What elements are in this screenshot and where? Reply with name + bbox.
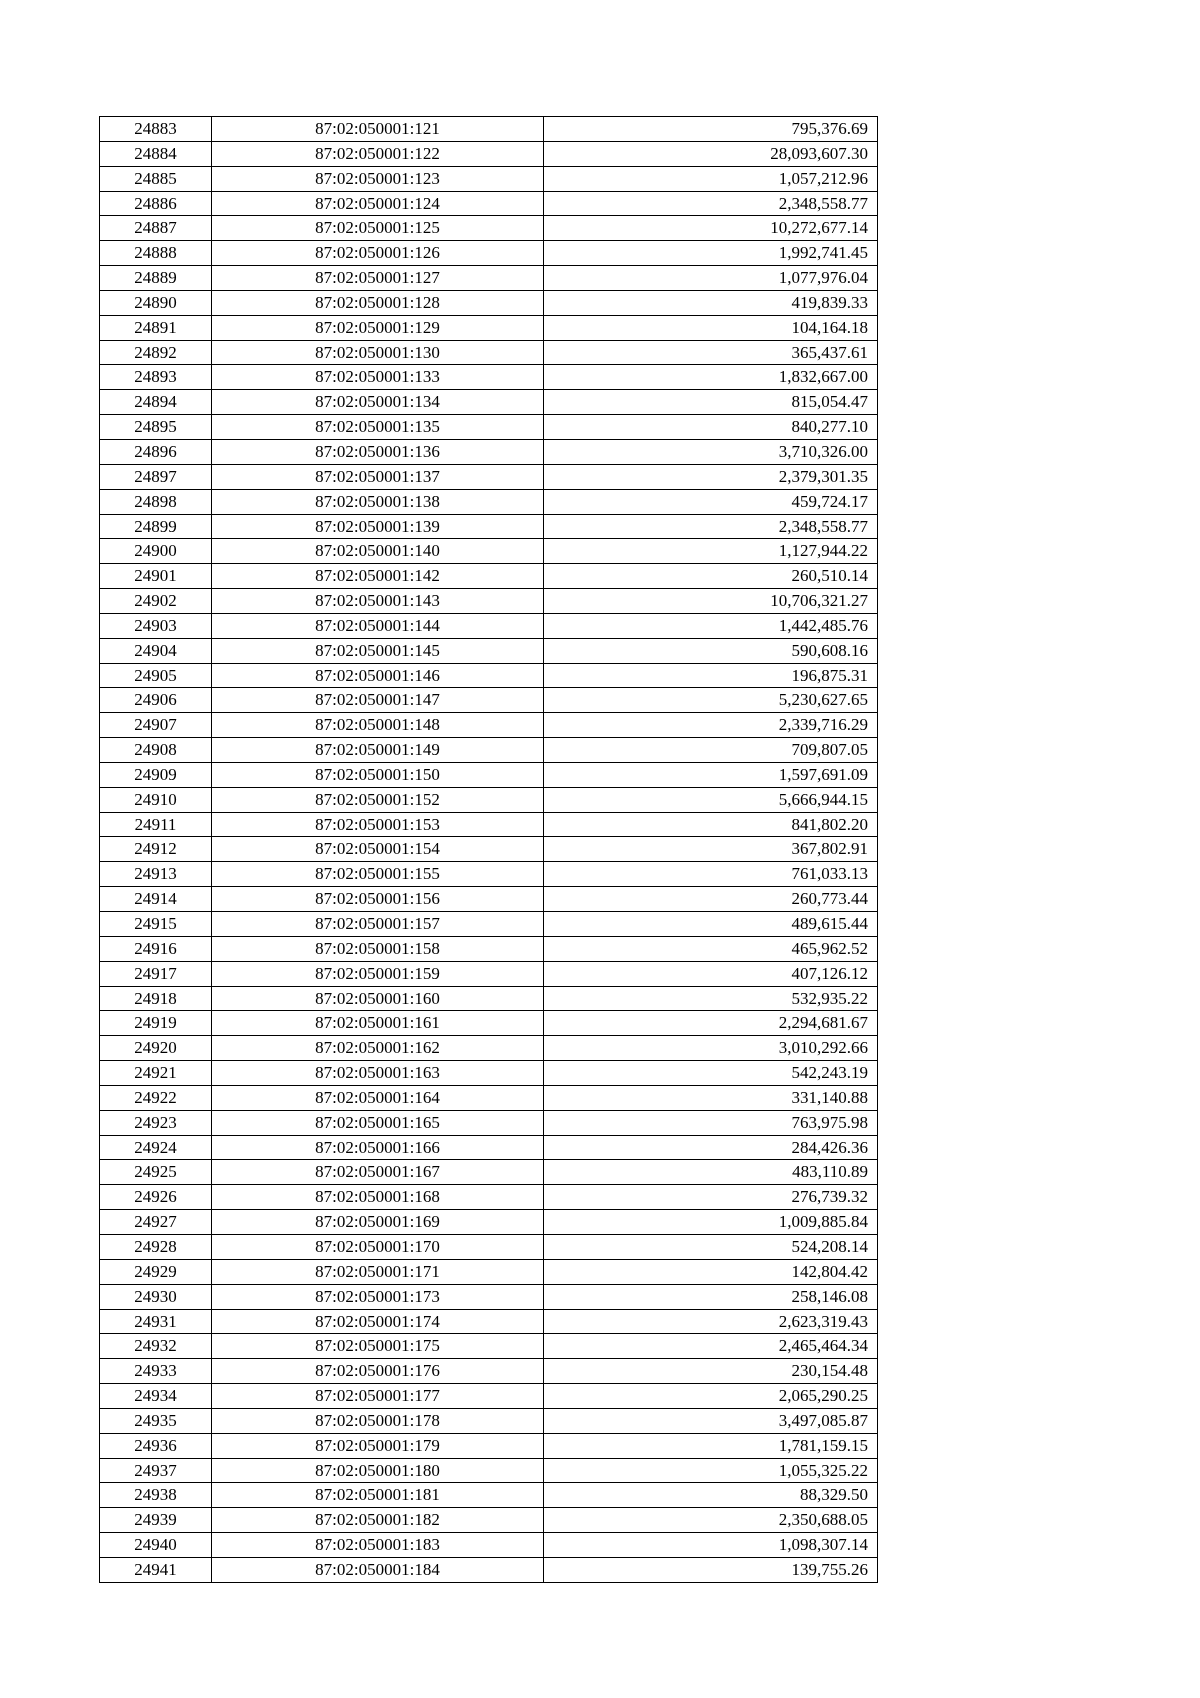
row-number-cell: 24886 <box>100 191 212 216</box>
value-cell: 1,055,325.22 <box>544 1458 878 1483</box>
value-cell: 2,348,558.77 <box>544 514 878 539</box>
cadastral-number-cell: 87:02:050001:143 <box>212 589 544 614</box>
value-cell: 419,839.33 <box>544 290 878 315</box>
cadastral-number-cell: 87:02:050001:146 <box>212 663 544 688</box>
value-cell: 1,057,212.96 <box>544 166 878 191</box>
cadastral-number-cell: 87:02:050001:175 <box>212 1334 544 1359</box>
table-row <box>100 663 878 688</box>
table-row <box>100 638 878 663</box>
table-row <box>100 862 878 887</box>
table-row <box>100 1483 878 1508</box>
value-cell: 331,140.88 <box>544 1085 878 1110</box>
value-cell: 260,773.44 <box>544 887 878 912</box>
cadastral-number-cell: 87:02:050001:150 <box>212 762 544 787</box>
row-number-cell: 24937 <box>100 1458 212 1483</box>
table-row <box>100 1036 878 1061</box>
table-row <box>100 961 878 986</box>
cadastral-number-cell: 87:02:050001:130 <box>212 340 544 365</box>
cadastral-number-cell: 87:02:050001:153 <box>212 812 544 837</box>
value-cell: 5,230,627.65 <box>544 688 878 713</box>
table-row <box>100 837 878 862</box>
row-number-cell: 24938 <box>100 1483 212 1508</box>
row-number-cell: 24936 <box>100 1433 212 1458</box>
row-number-cell: 24890 <box>100 290 212 315</box>
cadastral-number-cell: 87:02:050001:128 <box>212 290 544 315</box>
value-cell: 2,065,290.25 <box>544 1384 878 1409</box>
row-number-cell: 24933 <box>100 1359 212 1384</box>
row-number-cell: 24935 <box>100 1408 212 1433</box>
cadastral-number-cell: 87:02:050001:155 <box>212 862 544 887</box>
cadastral-number-cell: 87:02:050001:167 <box>212 1160 544 1185</box>
cadastral-number-cell: 87:02:050001:142 <box>212 564 544 589</box>
cadastral-number-cell: 87:02:050001:171 <box>212 1259 544 1284</box>
table-row <box>100 1458 878 1483</box>
table-row <box>100 1011 878 1036</box>
value-cell: 1,992,741.45 <box>544 241 878 266</box>
row-number-cell: 24900 <box>100 539 212 564</box>
value-cell: 88,329.50 <box>544 1483 878 1508</box>
value-cell: 2,623,319.43 <box>544 1309 878 1334</box>
cadastral-number-cell: 87:02:050001:123 <box>212 166 544 191</box>
cadastral-number-cell: 87:02:050001:180 <box>212 1458 544 1483</box>
cadastral-number-cell: 87:02:050001:158 <box>212 936 544 961</box>
row-number-cell: 24907 <box>100 713 212 738</box>
value-cell: 1,832,667.00 <box>544 365 878 390</box>
cadastral-number-cell: 87:02:050001:168 <box>212 1185 544 1210</box>
cadastral-number-cell: 87:02:050001:182 <box>212 1508 544 1533</box>
table-row <box>100 1085 878 1110</box>
cadastral-number-cell: 87:02:050001:122 <box>212 141 544 166</box>
table-row <box>100 290 878 315</box>
row-number-cell: 24914 <box>100 887 212 912</box>
table-row <box>100 464 878 489</box>
value-cell: 3,010,292.66 <box>544 1036 878 1061</box>
value-cell: 28,093,607.30 <box>544 141 878 166</box>
row-number-cell: 24923 <box>100 1110 212 1135</box>
value-cell: 840,277.10 <box>544 415 878 440</box>
value-cell: 465,962.52 <box>544 936 878 961</box>
cadastral-number-cell: 87:02:050001:144 <box>212 613 544 638</box>
row-number-cell: 24909 <box>100 762 212 787</box>
cadastral-number-cell: 87:02:050001:148 <box>212 713 544 738</box>
row-number-cell: 24912 <box>100 837 212 862</box>
cadastral-number-cell: 87:02:050001:140 <box>212 539 544 564</box>
value-cell: 709,807.05 <box>544 738 878 763</box>
cadastral-number-cell: 87:02:050001:152 <box>212 787 544 812</box>
row-number-cell: 24915 <box>100 912 212 937</box>
row-number-cell: 24893 <box>100 365 212 390</box>
table-row <box>100 266 878 291</box>
table-row <box>100 1234 878 1259</box>
row-number-cell: 24896 <box>100 439 212 464</box>
row-number-cell: 24884 <box>100 141 212 166</box>
table-row <box>100 166 878 191</box>
value-cell: 3,497,085.87 <box>544 1408 878 1433</box>
cadastral-number-cell: 87:02:050001:156 <box>212 887 544 912</box>
cadastral-number-cell: 87:02:050001:184 <box>212 1557 544 1582</box>
row-number-cell: 24887 <box>100 216 212 241</box>
table-row <box>100 439 878 464</box>
value-cell: 1,127,944.22 <box>544 539 878 564</box>
value-cell: 2,348,558.77 <box>544 191 878 216</box>
cadastral-number-cell: 87:02:050001:178 <box>212 1408 544 1433</box>
row-number-cell: 24888 <box>100 241 212 266</box>
table-row <box>100 415 878 440</box>
table-row <box>100 1384 878 1409</box>
cadastral-number-cell: 87:02:050001:136 <box>212 439 544 464</box>
value-cell: 10,706,321.27 <box>544 589 878 614</box>
value-cell: 459,724.17 <box>544 489 878 514</box>
value-cell: 2,379,301.35 <box>544 464 878 489</box>
cadastral-number-cell: 87:02:050001:126 <box>212 241 544 266</box>
value-cell: 841,802.20 <box>544 812 878 837</box>
table-row <box>100 589 878 614</box>
cadastral-number-cell: 87:02:050001:157 <box>212 912 544 937</box>
table-row <box>100 489 878 514</box>
table-row <box>100 762 878 787</box>
cadastral-number-cell: 87:02:050001:163 <box>212 1061 544 1086</box>
value-cell: 104,164.18 <box>544 315 878 340</box>
cadastral-number-cell: 87:02:050001:124 <box>212 191 544 216</box>
cadastral-number-cell: 87:02:050001:160 <box>212 986 544 1011</box>
cadastral-number-cell: 87:02:050001:127 <box>212 266 544 291</box>
cadastral-number-cell: 87:02:050001:145 <box>212 638 544 663</box>
value-cell: 1,781,159.15 <box>544 1433 878 1458</box>
cadastral-number-cell: 87:02:050001:159 <box>212 961 544 986</box>
row-number-cell: 24932 <box>100 1334 212 1359</box>
row-number-cell: 24903 <box>100 613 212 638</box>
row-number-cell: 24892 <box>100 340 212 365</box>
row-number-cell: 24925 <box>100 1160 212 1185</box>
cadastral-number-cell: 87:02:050001:183 <box>212 1533 544 1558</box>
row-number-cell: 24905 <box>100 663 212 688</box>
table-row <box>100 1259 878 1284</box>
table-row <box>100 514 878 539</box>
cadastral-number-cell: 87:02:050001:139 <box>212 514 544 539</box>
row-number-cell: 24940 <box>100 1533 212 1558</box>
table-row <box>100 936 878 961</box>
row-number-cell: 24918 <box>100 986 212 1011</box>
value-cell: 795,376.69 <box>544 117 878 142</box>
cadastral-number-cell: 87:02:050001:149 <box>212 738 544 763</box>
cadastral-number-cell: 87:02:050001:147 <box>212 688 544 713</box>
value-cell: 276,739.32 <box>544 1185 878 1210</box>
value-cell: 483,110.89 <box>544 1160 878 1185</box>
cadastral-number-cell: 87:02:050001:162 <box>212 1036 544 1061</box>
row-number-cell: 24931 <box>100 1309 212 1334</box>
value-cell: 230,154.48 <box>544 1359 878 1384</box>
table-row <box>100 390 878 415</box>
row-number-cell: 24910 <box>100 787 212 812</box>
table-row <box>100 1210 878 1235</box>
row-number-cell: 24906 <box>100 688 212 713</box>
row-number-cell: 24913 <box>100 862 212 887</box>
table-row <box>100 539 878 564</box>
table-row <box>100 613 878 638</box>
value-cell: 367,802.91 <box>544 837 878 862</box>
row-number-cell: 24921 <box>100 1061 212 1086</box>
value-cell: 139,755.26 <box>544 1557 878 1582</box>
cadastral-number-cell: 87:02:050001:174 <box>212 1309 544 1334</box>
cadastral-number-cell: 87:02:050001:161 <box>212 1011 544 1036</box>
row-number-cell: 24889 <box>100 266 212 291</box>
value-cell: 10,272,677.14 <box>544 216 878 241</box>
value-cell: 2,339,716.29 <box>544 713 878 738</box>
row-number-cell: 24924 <box>100 1135 212 1160</box>
value-cell: 284,426.36 <box>544 1135 878 1160</box>
row-number-cell: 24894 <box>100 390 212 415</box>
table-row <box>100 1433 878 1458</box>
table-row <box>100 315 878 340</box>
value-cell: 1,077,976.04 <box>544 266 878 291</box>
table-row <box>100 564 878 589</box>
cadastral-number-cell: 87:02:050001:133 <box>212 365 544 390</box>
value-cell: 590,608.16 <box>544 638 878 663</box>
row-number-cell: 24902 <box>100 589 212 614</box>
value-cell: 196,875.31 <box>544 663 878 688</box>
cadastral-number-cell: 87:02:050001:169 <box>212 1210 544 1235</box>
value-cell: 524,208.14 <box>544 1234 878 1259</box>
table-row <box>100 812 878 837</box>
row-number-cell: 24891 <box>100 315 212 340</box>
table-row <box>100 1557 878 1582</box>
table-row <box>100 1160 878 1185</box>
table-row <box>100 738 878 763</box>
value-cell: 532,935.22 <box>544 986 878 1011</box>
table-row <box>100 1284 878 1309</box>
row-number-cell: 24922 <box>100 1085 212 1110</box>
row-number-cell: 24901 <box>100 564 212 589</box>
row-number-cell: 24920 <box>100 1036 212 1061</box>
row-number-cell: 24930 <box>100 1284 212 1309</box>
table-row <box>100 365 878 390</box>
table-row <box>100 141 878 166</box>
row-number-cell: 24916 <box>100 936 212 961</box>
row-number-cell: 24941 <box>100 1557 212 1582</box>
table-row <box>100 241 878 266</box>
row-number-cell: 24928 <box>100 1234 212 1259</box>
value-cell: 1,597,691.09 <box>544 762 878 787</box>
row-number-cell: 24904 <box>100 638 212 663</box>
cadastral-number-cell: 87:02:050001:138 <box>212 489 544 514</box>
table-row <box>100 688 878 713</box>
data-table <box>99 116 878 1583</box>
cadastral-number-cell: 87:02:050001:179 <box>212 1433 544 1458</box>
table-row <box>100 191 878 216</box>
row-number-cell: 24897 <box>100 464 212 489</box>
cadastral-number-cell: 87:02:050001:164 <box>212 1085 544 1110</box>
row-number-cell: 24899 <box>100 514 212 539</box>
value-cell: 5,666,944.15 <box>544 787 878 812</box>
value-cell: 815,054.47 <box>544 390 878 415</box>
table-row <box>100 1135 878 1160</box>
cadastral-number-cell: 87:02:050001:129 <box>212 315 544 340</box>
value-cell: 2,294,681.67 <box>544 1011 878 1036</box>
value-cell: 761,033.13 <box>544 862 878 887</box>
table-body <box>100 117 878 1583</box>
value-cell: 1,009,885.84 <box>544 1210 878 1235</box>
cadastral-number-cell: 87:02:050001:176 <box>212 1359 544 1384</box>
value-cell: 258,146.08 <box>544 1284 878 1309</box>
value-cell: 407,126.12 <box>544 961 878 986</box>
value-cell: 365,437.61 <box>544 340 878 365</box>
row-number-cell: 24898 <box>100 489 212 514</box>
value-cell: 1,098,307.14 <box>544 1533 878 1558</box>
table-row <box>100 713 878 738</box>
cadastral-number-cell: 87:02:050001:166 <box>212 1135 544 1160</box>
table-row <box>100 787 878 812</box>
table-row <box>100 887 878 912</box>
row-number-cell: 24939 <box>100 1508 212 1533</box>
table-row <box>100 1408 878 1433</box>
cadastral-number-cell: 87:02:050001:137 <box>212 464 544 489</box>
value-cell: 542,243.19 <box>544 1061 878 1086</box>
table-row <box>100 216 878 241</box>
cadastral-number-cell: 87:02:050001:135 <box>212 415 544 440</box>
table-row <box>100 1334 878 1359</box>
cadastral-number-cell: 87:02:050001:170 <box>212 1234 544 1259</box>
table-row <box>100 1185 878 1210</box>
value-cell: 3,710,326.00 <box>544 439 878 464</box>
table-row <box>100 1309 878 1334</box>
row-number-cell: 24917 <box>100 961 212 986</box>
row-number-cell: 24926 <box>100 1185 212 1210</box>
cadastral-number-cell: 87:02:050001:181 <box>212 1483 544 1508</box>
table-row <box>100 1061 878 1086</box>
value-cell: 142,804.42 <box>544 1259 878 1284</box>
value-cell: 489,615.44 <box>544 912 878 937</box>
value-cell: 1,442,485.76 <box>544 613 878 638</box>
cadastral-number-cell: 87:02:050001:154 <box>212 837 544 862</box>
row-number-cell: 24885 <box>100 166 212 191</box>
cadastral-number-cell: 87:02:050001:121 <box>212 117 544 142</box>
row-number-cell: 24919 <box>100 1011 212 1036</box>
cadastral-number-cell: 87:02:050001:165 <box>212 1110 544 1135</box>
row-number-cell: 24883 <box>100 117 212 142</box>
row-number-cell: 24908 <box>100 738 212 763</box>
cadastral-number-cell: 87:02:050001:125 <box>212 216 544 241</box>
value-cell: 260,510.14 <box>544 564 878 589</box>
table-row <box>100 986 878 1011</box>
cadastral-number-cell: 87:02:050001:134 <box>212 390 544 415</box>
table-row <box>100 912 878 937</box>
row-number-cell: 24929 <box>100 1259 212 1284</box>
row-number-cell: 24927 <box>100 1210 212 1235</box>
table-row <box>100 1110 878 1135</box>
cadastral-number-cell: 87:02:050001:173 <box>212 1284 544 1309</box>
row-number-cell: 24934 <box>100 1384 212 1409</box>
table-row <box>100 1508 878 1533</box>
table-row <box>100 340 878 365</box>
value-cell: 763,975.98 <box>544 1110 878 1135</box>
value-cell: 2,350,688.05 <box>544 1508 878 1533</box>
table-row <box>100 1359 878 1384</box>
table-row <box>100 117 878 142</box>
row-number-cell: 24895 <box>100 415 212 440</box>
row-number-cell: 24911 <box>100 812 212 837</box>
cadastral-number-cell: 87:02:050001:177 <box>212 1384 544 1409</box>
table-row <box>100 1533 878 1558</box>
value-cell: 2,465,464.34 <box>544 1334 878 1359</box>
